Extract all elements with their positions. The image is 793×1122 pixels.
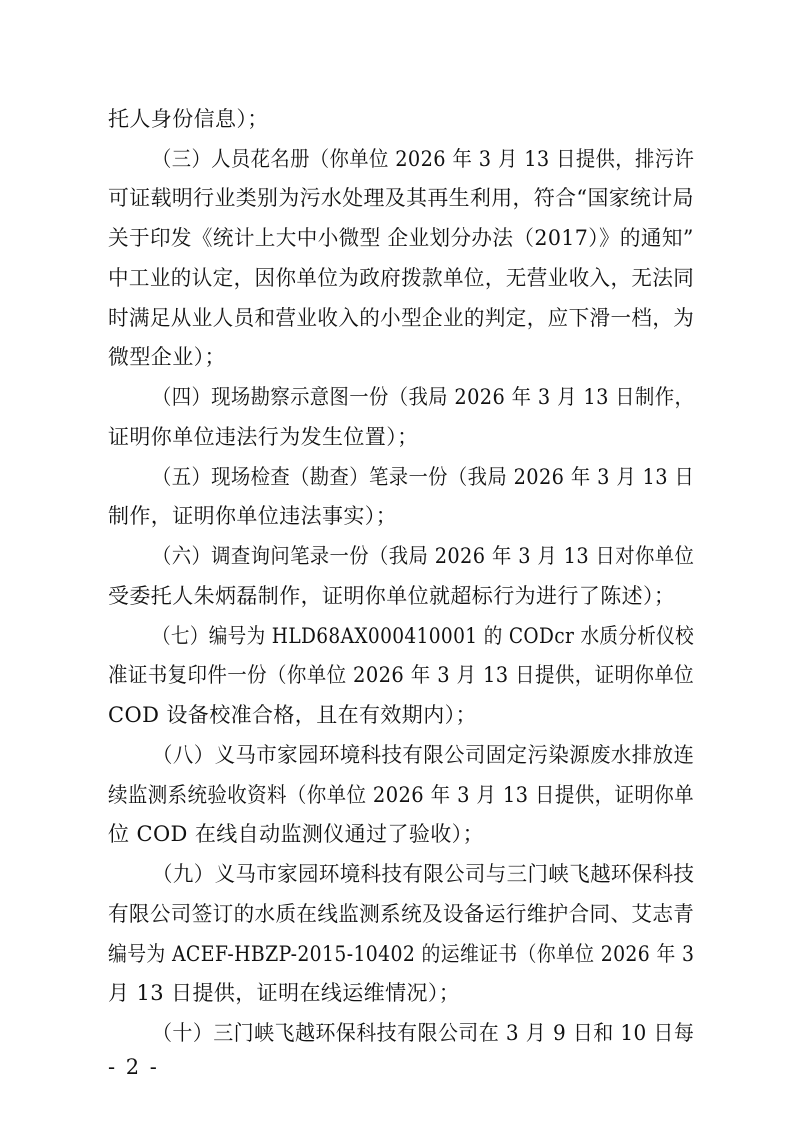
paragraph-line: （八）义马市家园环境科技有限公司固定污染源废水排放连	[152, 743, 695, 767]
paragraph-line: 中工业的认定，因你单位为政府拨款单位，无营业收入，无法同	[108, 266, 695, 290]
page-number: - 2 -	[108, 1055, 159, 1079]
paragraph-line: （五）现场检查（勘查）笔录一份（我局 2026 年 3 月 13 日	[152, 465, 695, 489]
paragraph-line: （六）调查询问笔录一份（我局 2026 年 3 月 13 日对你单位	[152, 544, 695, 568]
paragraph-line: 关于印发《统计上大中小微型 企业划分办法（2017）》的通知”	[108, 226, 694, 250]
paragraph-line: （九）义马市家园环境科技有限公司与三门峡飞越环保科技	[152, 862, 695, 886]
paragraph-line: 微型企业）；	[108, 345, 226, 369]
paragraph-line: 编号为 ACEF-HBZP-2015-10402 的运维证书（你单位 2026 年 3	[108, 942, 695, 966]
paragraph-line: 证明你单位违法行为发生位置）；	[108, 425, 419, 449]
paragraph-line: 续监测系统验收资料（你单位 2026 年 3 月 13 日提供，证明你单	[108, 783, 694, 807]
paragraph-line: （十）三门峡飞越环保科技有限公司在 3 月 9 日和 10 日每	[152, 1021, 695, 1045]
paragraph-line: 准证书复印件一份（你单位 2026 年 3 月 13 日提供，证明你单位	[108, 663, 694, 687]
paragraph-line: 托人身份信息）；	[108, 107, 269, 131]
paragraph-line: 时满足从业人员和营业收入的小型企业的判定，应下滑一档，为	[108, 306, 695, 330]
paragraph-line: （四）现场勘察示意图一份（我局 2026 年 3 月 13 日制作，	[152, 385, 695, 409]
paragraph-line: COD 设备校准合格，且在有效期内）；	[108, 703, 477, 727]
paragraph-line: 位 COD 在线自动监测仪通过了验收）；	[108, 822, 484, 846]
paragraph-line: 有限公司签订的水质在线监测系统及设备运行维护合同、艾志青	[108, 902, 695, 926]
paragraph-line: 制作，证明你单位违法事实）；	[108, 504, 398, 528]
paragraph-line: 可证载明行业类别为污水处理及其再生利用，符合“国家统计局	[108, 186, 694, 210]
paragraph-line: （七）编号为 HLD68AX000410001 的 CODcr 水质分析仪校	[152, 624, 695, 648]
paragraph-line: 受委托人朱炳磊制作，证明你单位就超标行为进行了陈述）；	[108, 584, 676, 608]
paragraph-line: 月 13 日提供，证明在线运维情况）；	[108, 981, 461, 1005]
paragraph-line: （三）人员花名册（你单位 2026 年 3 月 13 日提供，排污许	[152, 147, 695, 171]
